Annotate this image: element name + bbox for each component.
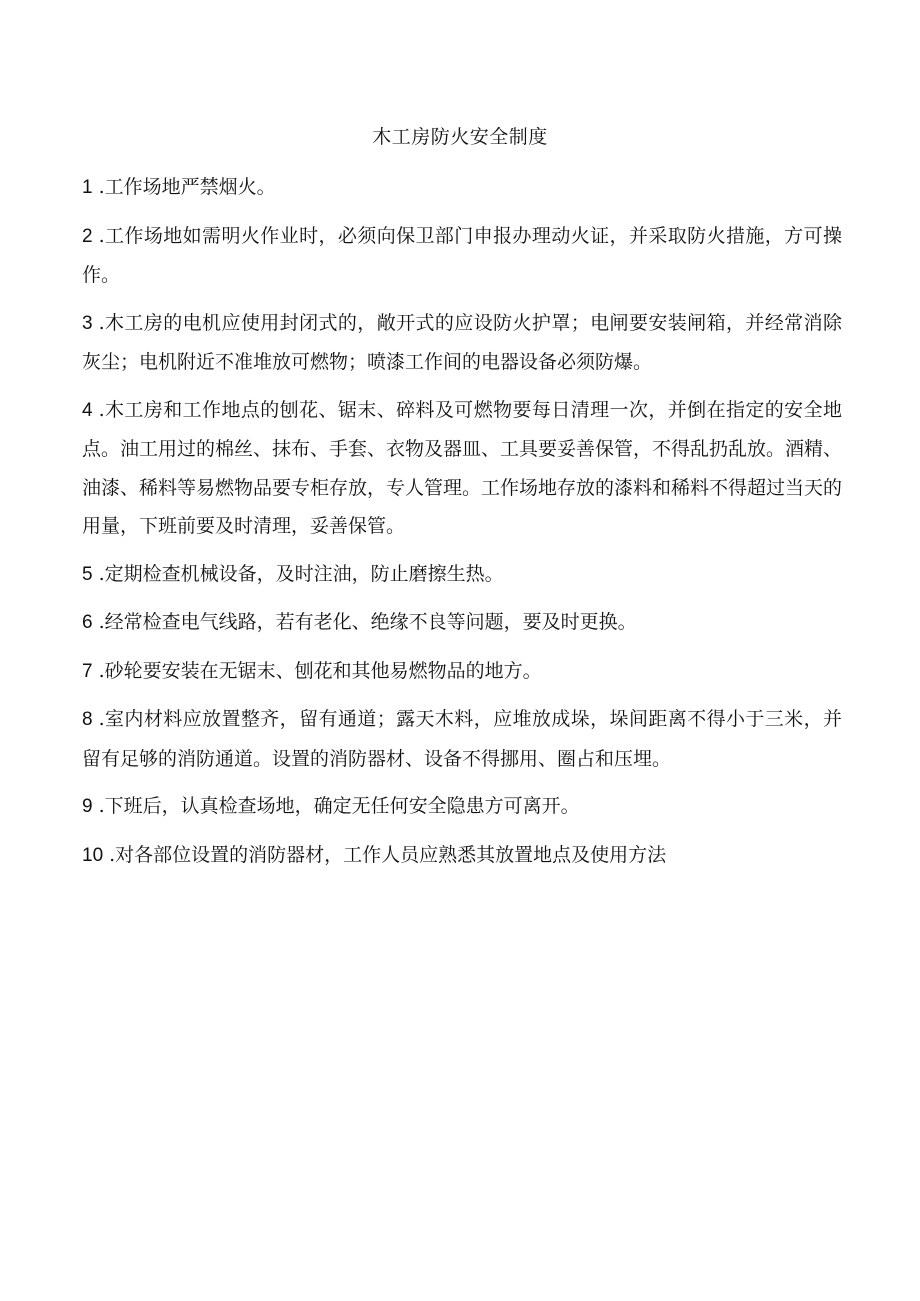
clause-text: .砂轮要安装在无锯末、刨花和其他易燃物品的地方。 bbox=[98, 659, 542, 682]
clause-number: 7 bbox=[82, 660, 93, 682]
clause-text: .木工房的电机应使用封闭式的，敞开式的应设防火护罩；电闸要安装闸箱，并经常消除灰尘；电机附近不准堆放可燃物；喷漆工作间的电器设备必须防爆。 bbox=[82, 311, 842, 373]
clause-text: .对各部位设置的消防器材，工作人员应熟悉其放置地点及使用方法 bbox=[109, 843, 667, 866]
clause-number: 6 bbox=[82, 612, 93, 633]
clause-8 bbox=[82, 700, 842, 778]
clause-number: 9 bbox=[82, 796, 93, 817]
clause-7 bbox=[82, 652, 842, 692]
clause-9 bbox=[82, 787, 842, 827]
clause-text: .室内材料应放置整齐，留有通道；露天木料，应堆放成垛，垛间距离不得小于三米，并留有足够的消防通道。设置的消防器材、设备不得挪用、圈占和压埋。 bbox=[82, 708, 842, 770]
clause-list bbox=[82, 168, 842, 884]
clause-text: .定期检查机械设备，及时注油，防止磨擦生热。 bbox=[98, 562, 504, 585]
clause-6 bbox=[82, 603, 842, 643]
clause-1 bbox=[82, 168, 842, 208]
clause-10 bbox=[82, 836, 842, 876]
clause-4 bbox=[82, 391, 842, 546]
clause-number: 5 bbox=[82, 563, 93, 585]
clause-number: 1 bbox=[82, 177, 93, 198]
clause-text: .工作场地严禁烟火。 bbox=[98, 176, 276, 198]
clause-number: 10 bbox=[82, 844, 104, 866]
document-title: 木工房防火安全制度 bbox=[372, 126, 548, 148]
clause-5 bbox=[82, 555, 842, 595]
clause-number: 8 bbox=[82, 709, 93, 730]
clause-2 bbox=[82, 217, 842, 295]
clause-text: .工作场地如需明火作业时，必须向保卫部门申报办理动火证，并采取防火措施，方可操作。 bbox=[82, 224, 842, 286]
clause-number: 2 bbox=[82, 225, 93, 247]
clause-text: .下班后，认真检查场地，确定无任何安全隐患方可离开。 bbox=[98, 795, 580, 817]
clause-text: .木工房和工作地点的刨花、锯末、碎料及可燃物要每日清理一次，并倒在指定的安全地点。油工用过的棉丝、抹布、手套、衣物及器皿、工具要妥善保管，不得乱扔乱放。酒精、油漆、稀料等易燃物品要专柜存放，专人管理。工作场地存放的漆料和稀料不得超过当天的用量，下班前要及时清理，妥善保管。 bbox=[82, 398, 843, 537]
clause-text: .经常检查电气线路，若有老化、绝缘不良等问题，要及时更换。 bbox=[98, 611, 637, 633]
clause-number: 3 bbox=[82, 312, 93, 334]
clause-3 bbox=[82, 304, 842, 382]
clause-number: 4 bbox=[82, 399, 93, 421]
